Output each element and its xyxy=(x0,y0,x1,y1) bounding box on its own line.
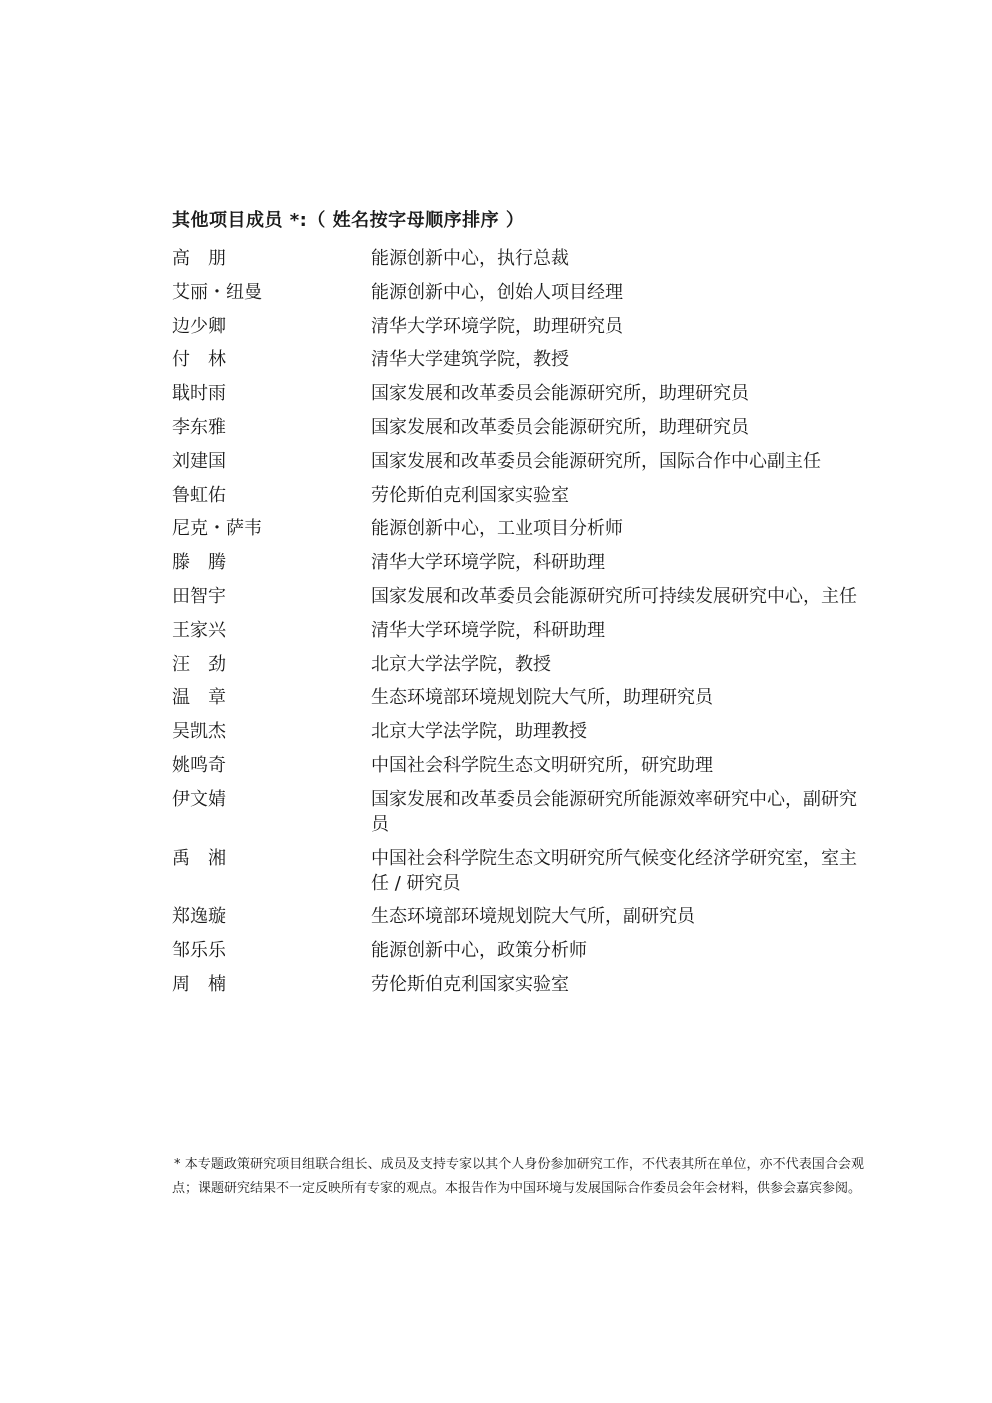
member-row xyxy=(172,753,872,778)
member-name: 李东雅 xyxy=(172,416,226,438)
member-name: 付 林 xyxy=(172,349,226,371)
member-row xyxy=(172,938,872,963)
member-name: 高 朋 xyxy=(172,248,226,269)
member-affiliation: 国家发展和改革委员会能源研究所能源效率研究中心，副研究员 xyxy=(371,788,857,835)
member-name: 艾丽・纽曼 xyxy=(172,281,262,303)
member-row xyxy=(172,516,872,541)
member-affiliation: 国家发展和改革委员会能源研究所，助理研究员 xyxy=(371,383,749,405)
member-name: 王家兴 xyxy=(172,619,226,641)
member-affiliation: 国家发展和改革委员会能源研究所，国际合作中心副主任 xyxy=(371,450,821,472)
member-name: 姚鸣奇 xyxy=(172,754,226,776)
member-affiliation: 能源创新中心，执行总裁 xyxy=(371,248,569,269)
member-affiliation: 能源创新中心，工业项目分析师 xyxy=(371,518,623,540)
member-name: 边少卿 xyxy=(172,315,226,337)
member-name: 吴凯杰 xyxy=(172,721,226,743)
member-row xyxy=(172,550,872,575)
member-name: 周 楠 xyxy=(172,973,226,995)
member-row xyxy=(172,652,872,677)
member-name: 滕 腾 xyxy=(172,552,226,574)
member-affiliation: 生态环境部环境规划院大气所，副研究员 xyxy=(371,906,695,928)
member-affiliation: 能源创新中心，创始人项目经理 xyxy=(371,281,623,303)
member-name: 尼克・萨韦 xyxy=(172,518,262,540)
member-list xyxy=(172,246,872,1006)
member-affiliation: 北京大学法学院，教授 xyxy=(371,653,551,675)
member-row xyxy=(172,483,872,508)
member-affiliation: 劳伦斯伯克利国家实验室 xyxy=(371,484,569,506)
member-affiliation: 清华大学环境学院，科研助理 xyxy=(371,619,605,641)
member-affiliation: 能源创新中心，政策分析师 xyxy=(371,940,587,962)
member-name: 刘建国 xyxy=(172,450,226,472)
member-row xyxy=(172,381,872,406)
member-row xyxy=(172,280,872,305)
member-row xyxy=(172,584,872,609)
member-name: 汪 劲 xyxy=(172,653,226,675)
member-name: 郑逸璇 xyxy=(172,906,226,928)
member-row xyxy=(172,719,872,744)
member-row xyxy=(172,846,872,896)
member-name: 鲁虹佑 xyxy=(172,484,226,506)
member-row xyxy=(172,685,872,710)
member-name: 邹乐乐 xyxy=(172,940,226,962)
member-row xyxy=(172,449,872,474)
section-heading: 其他项目成员 *:（ 姓名按字母顺序排序 ） xyxy=(172,210,525,231)
member-row xyxy=(172,246,872,271)
member-affiliation: 中国社会科学院生态文明研究所，研究助理 xyxy=(371,754,713,776)
member-row xyxy=(172,618,872,643)
member-name: 戢时雨 xyxy=(172,383,226,405)
member-row xyxy=(172,314,872,339)
member-affiliation: 劳伦斯伯克利国家实验室 xyxy=(371,973,569,995)
member-affiliation: 清华大学建筑学院，教授 xyxy=(371,349,569,371)
member-affiliation: 清华大学环境学院，科研助理 xyxy=(371,552,605,574)
member-affiliation: 国家发展和改革委员会能源研究所可持续发展研究中心，主任 xyxy=(371,585,857,607)
member-name: 田智宇 xyxy=(172,585,226,607)
member-affiliation: 北京大学法学院，助理教授 xyxy=(371,721,587,743)
member-row xyxy=(172,787,872,837)
member-affiliation: 中国社会科学院生态文明研究所气候变化经济学研究室，室主任 / 研究员 xyxy=(371,847,857,894)
member-row xyxy=(172,347,872,372)
member-row xyxy=(172,904,872,929)
member-name: 禹 湘 xyxy=(172,847,226,869)
member-row xyxy=(172,415,872,440)
member-affiliation: 国家发展和改革委员会能源研究所，助理研究员 xyxy=(371,416,749,438)
member-affiliation: 清华大学环境学院，助理研究员 xyxy=(371,315,623,337)
member-row xyxy=(172,972,872,997)
member-affiliation: 生态环境部环境规划院大气所，助理研究员 xyxy=(371,687,713,709)
member-name: 伊文婧 xyxy=(172,788,226,810)
footnote: * 本专题政策研究项目组联合组长、成员及支持专家以其个人身份参加研究工作，不代表其所在单位，亦不代表国合会观点；课题研究结果不一定反映所有专家的观点。本报告作为中国环境与发展国际合作委员会年会材料，供参会嘉宾参阅。 xyxy=(172,1157,864,1196)
member-name: 温 章 xyxy=(172,687,226,709)
